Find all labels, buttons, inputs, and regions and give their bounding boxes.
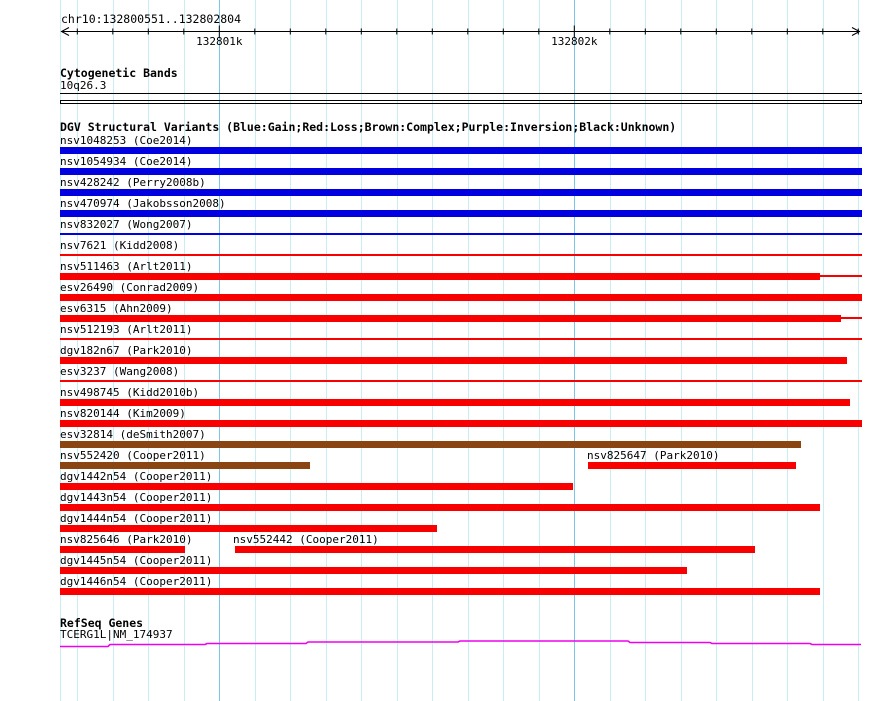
variant-label[interactable]: nsv470974 (Jakobsson2008) (60, 197, 226, 210)
variant-bar[interactable] (60, 380, 862, 382)
variant-label[interactable]: nsv552420 (Cooper2011) (60, 449, 206, 462)
gridline (326, 0, 327, 701)
variant-bar[interactable] (60, 420, 862, 427)
variant-bar-thin-extension[interactable] (820, 275, 862, 277)
dgv-track-title: DGV Structural Variants (Blue:Gain;Red:Loss;Brown:Complex;Purple:Inversion;Black:Unknown) (60, 120, 677, 134)
gridline (432, 0, 433, 701)
variant-label[interactable]: nsv825646 (Park2010) (60, 533, 193, 546)
variant-bar[interactable] (60, 588, 820, 595)
gridline (823, 0, 824, 701)
gridline (397, 0, 398, 701)
variant-label[interactable]: esv6315 (Ahn2009) (60, 302, 173, 315)
variant-label[interactable]: dgv182n67 (Park2010) (60, 344, 193, 357)
gridline (503, 0, 504, 701)
gridline (539, 0, 540, 701)
gridline (858, 0, 859, 701)
variant-label[interactable]: nsv820144 (Kim2009) (60, 407, 186, 420)
refseq-genes-title: RefSeq Genes (60, 616, 144, 630)
variant-label[interactable]: nsv825647 (Park2010) (587, 449, 720, 462)
variant-bar-thin-extension[interactable] (841, 317, 862, 319)
variant-label[interactable]: nsv552442 (Cooper2011) (233, 533, 379, 546)
ruler-tick-label: 132801k (196, 35, 243, 48)
variant-bar[interactable] (60, 357, 847, 364)
variant-bar[interactable] (60, 315, 841, 322)
variant-bar[interactable] (60, 483, 573, 490)
variant-label[interactable]: nsv832027 (Wong2007) (60, 218, 193, 231)
gridline (255, 0, 256, 701)
gridline (645, 0, 646, 701)
variant-bar[interactable] (60, 168, 862, 175)
variant-label[interactable]: dgv1443n54 (Cooper2011) (60, 491, 213, 504)
variant-label[interactable]: nsv1054934 (Coe2014) (60, 155, 193, 168)
gridline (574, 0, 575, 701)
variant-bar[interactable] (60, 546, 185, 553)
cytogenetic-bands-title: Cytogenetic Bands (60, 66, 178, 80)
variant-bar[interactable] (60, 254, 862, 256)
variant-bar[interactable] (60, 338, 862, 340)
gridline (468, 0, 469, 701)
variant-bar[interactable] (60, 273, 820, 280)
cytoband-label[interactable]: 10q26.3 (60, 79, 107, 92)
variant-bar[interactable] (60, 189, 862, 196)
gridline (681, 0, 682, 701)
gridline (610, 0, 611, 701)
gridline (290, 0, 291, 701)
gridline (787, 0, 788, 701)
variant-bar[interactable] (60, 462, 310, 469)
variant-bar[interactable] (588, 462, 796, 469)
gene-label[interactable]: TCERG1L|NM_174937 (60, 628, 173, 641)
variant-label[interactable]: dgv1442n54 (Cooper2011) (60, 470, 213, 483)
ruler-tick-label: 132802k (551, 35, 598, 48)
gridline (361, 0, 362, 701)
variant-bar[interactable] (60, 504, 820, 511)
gridline (752, 0, 753, 701)
variant-label[interactable]: nsv1048253 (Coe2014) (60, 134, 193, 147)
variant-bar[interactable] (60, 399, 850, 406)
variant-bar[interactable] (60, 210, 862, 217)
variant-label[interactable]: dgv1445n54 (Cooper2011) (60, 554, 213, 567)
variant-bar[interactable] (60, 294, 862, 301)
variant-bar[interactable] (60, 441, 801, 448)
variant-bar[interactable] (235, 546, 755, 553)
variant-label[interactable]: esv26490 (Conrad2009) (60, 281, 200, 294)
variant-label[interactable]: esv32814 (deSmith2007) (60, 428, 206, 441)
variant-label[interactable]: esv3237 (Wang2008) (60, 365, 180, 378)
variant-bar[interactable] (60, 567, 687, 574)
variant-label[interactable]: dgv1446n54 (Cooper2011) (60, 575, 213, 588)
variant-bar[interactable] (60, 525, 437, 532)
variant-label[interactable]: nsv511463 (Arlt2011) (60, 260, 193, 273)
variant-label[interactable]: nsv428242 (Perry2008b) (60, 176, 206, 189)
gridline (716, 0, 717, 701)
gridline (219, 0, 220, 701)
variant-label[interactable]: nsv512193 (Arlt2011) (60, 323, 193, 336)
region-label: chr10:132800551..132802804 (61, 12, 242, 26)
variant-label[interactable]: nsv498745 (Kidd2010b) (60, 386, 200, 399)
variant-label[interactable]: nsv7621 (Kidd2008) (60, 239, 180, 252)
variant-bar[interactable] (60, 147, 862, 154)
variant-label[interactable]: dgv1444n54 (Cooper2011) (60, 512, 213, 525)
variant-bar[interactable] (60, 233, 862, 235)
